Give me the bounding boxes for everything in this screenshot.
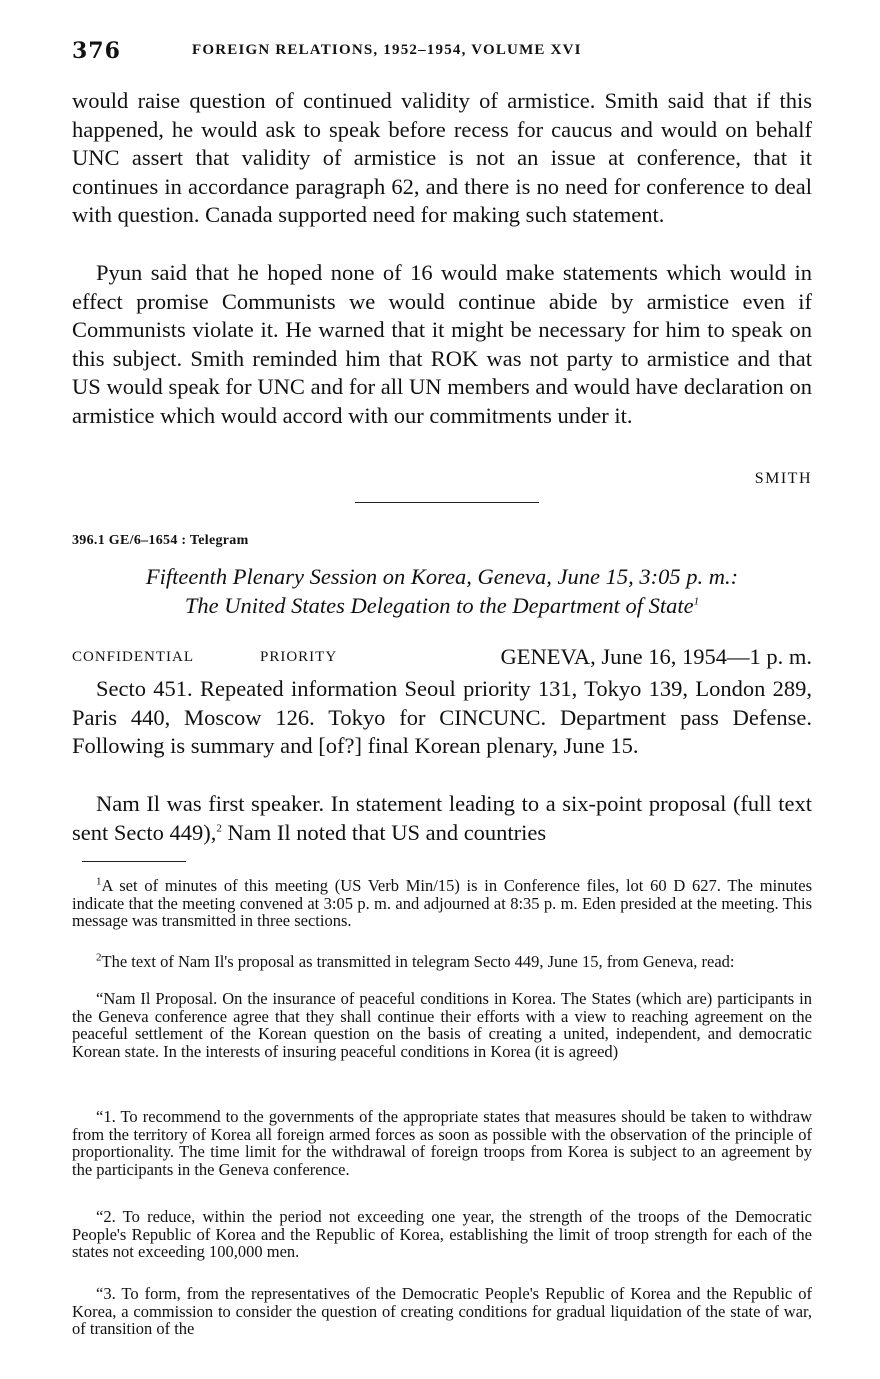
footnote-divider <box>82 861 186 862</box>
footnote-1-text: A set of minutes of this meeting (US Verb Min/15) is in Conference files, lot 60 D 627. The minutes indicate that the meeting convened at 3:05 p. m. and adjourned at 8:35 p. m. Eden presided at the meeting. This message was transmitted in three sections. <box>72 876 812 931</box>
running-title: FOREIGN RELATIONS, 1952–1954, VOLUME XVI <box>192 42 582 58</box>
continuation-paragraph-1: would raise question of continued validity of armistice. Smith said that if this happened, he would ask to speak before recess for caucus and would on behalf UNC assert that validity of armistice is not an issue at conference, that it continues in accordance paragraph 62, and there is no need for conference to deal with question. Canada supported need for making such statement. <box>72 88 812 228</box>
section-divider <box>355 502 539 503</box>
footnote-ref-1: 1 <box>693 595 700 608</box>
footnote-2-text: The text of Nam Il's proposal as transmitted in telegram Secto 449, June 15, from Geneva, read: <box>101 952 735 971</box>
telegram-paragraph-2 <box>72 790 812 847</box>
signature: SMITH <box>754 470 812 487</box>
document-title-line-2: The United States Delegation to the Department of State <box>184 593 694 618</box>
classification-label: CONFIDENTIAL <box>72 649 194 665</box>
footnote-1 <box>72 877 812 930</box>
continuation-paragraph-2: Pyun said that he hoped none of 16 would make statements which would in effect promise Communists we would continue abide by armistice even if Communists violate it. He warned that it might be necessary for him to speak on this subject. Smith reminded him that ROK was not party to armistice and that US would speak for UNC and for all UN members and would have declaration on armistice which would accord with our commitments under it. <box>72 260 812 428</box>
page-number: 376 <box>72 38 121 64</box>
footnote-1-mark: 1 <box>96 875 102 888</box>
footnote-2-mark: 2 <box>96 951 102 964</box>
telegram-paragraph-1: Secto 451. Repeated information Seoul priority 131, Tokyo 139, London 289, Paris 440, Moscow 126. Tokyo for CINCUNC. Department pass Defense. Following is summary and [of?] final Korean plenary, June 15. <box>72 676 812 759</box>
document-file-id: 396.1 GE/6–1654 : Telegram <box>72 533 249 548</box>
precedence-label: PRIORITY <box>260 649 338 665</box>
dateline-row <box>72 644 812 674</box>
telegram-paragraph-2-text-b: Nam Il noted that US and countries <box>221 819 547 845</box>
page-header <box>72 38 812 68</box>
footnote-ref-2: 2 <box>216 822 222 835</box>
dateline: GENEVA, June 16, 1954—1 p. m. <box>500 644 812 669</box>
footnote-2-quote-3: “2. To reduce, within the period not exceeding one year, the strength of the troops of the Democratic People's Republic of Korea and the Republic of Korea, establishing the limit of troop strength for each of the states not exceeding 100,000 men. <box>72 1207 812 1262</box>
footnote-2-quote-2: “1. To recommend to the governments of the appropriate states that measures should be taken to withdraw from the territory of Korea all foreign armed forces as soon as possible with the observation of the principle of proportionality. The time limit for the withdrawal of foreign troops from Korea is subject to an agreement by the participants in the Geneva conference. <box>72 1107 812 1179</box>
footnote-2-quote-1: “Nam Il Proposal. On the insurance of peaceful conditions in Korea. The States (which are) participants in the Geneva conference agree that they shall continue their efforts with a view to reaching agreement on the peaceful settlement of the Korean question on the basis of creating a united, independent, and democratic Korean state. In the interests of insuring peaceful conditions in Korea (it is agreed) <box>72 989 812 1061</box>
document-title <box>72 562 812 620</box>
footnote-2 <box>72 953 812 971</box>
footnote-2-quote-4: “3. To form, from the representatives of the Democratic People's Republic of Korea and the Republic of Korea, a commission to consider the question of creating conditions for gradual liquidation of the state of war, of transition of the <box>72 1284 812 1339</box>
telegram-paragraph-2-text-a: Nam Il was first speaker. In statement leading to a six-point proposal (full text sent Secto 449), <box>72 791 812 845</box>
document-title-line-1: Fifteenth Plenary Session on Korea, Geneva, June 15, 3:05 p. m.: <box>145 564 739 589</box>
